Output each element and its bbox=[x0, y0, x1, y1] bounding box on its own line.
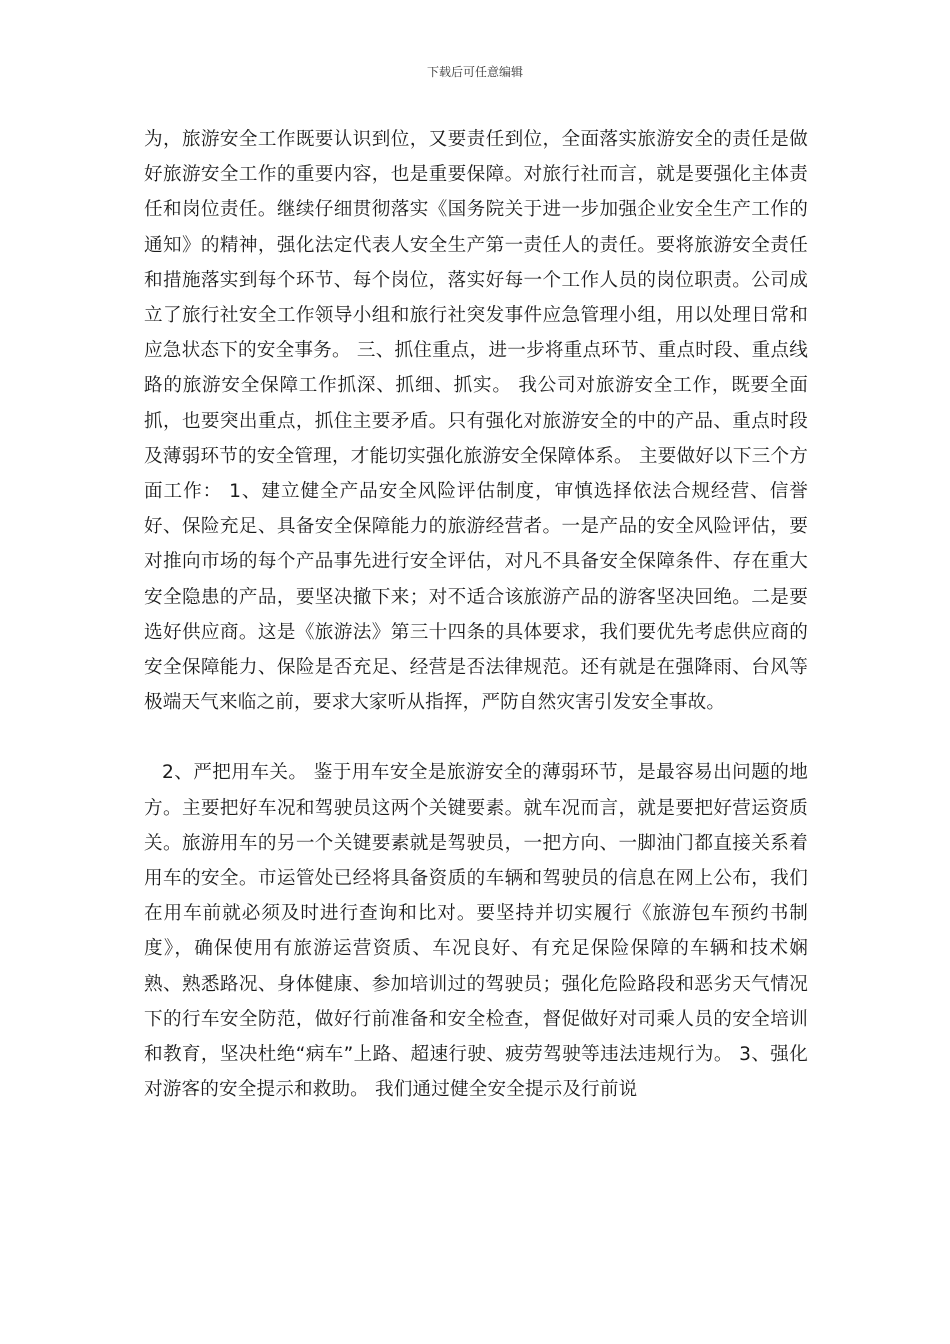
paragraph-1: 为，旅游安全工作既要认识到位，又要责任到位，全面落实旅游安全的责任是做好旅游安全工作的重要内容，也是重要保障。对旅行社而言，就是要强化主体责任和岗位责任。继续仔细贯彻落实《国务院关于进一步加强企业安全生产工作的通知》的精神，强化法定代表人安全生产第一责任人的责任。要将旅游安全责任和措施落实到每个环节、每个岗位，落实好每一个工作人员的岗位职责。公司成立了旅行社安全工作领导小组和旅行社突发事件应急管理小组，用以处理日常和应急状态下的安全事务。 三、抓住重点，进一步将重点环节、重点时段、重点线路的旅游安全保障工作抓深、抓细、抓实。 我公司对旅游安全工作，既要全面抓，也要突出重点，抓住主要矛盾。只有强化对旅游安全的中的产品、重点时段及薄弱环节的安全管理，才能切实强化旅游安全保障体系。 主要做好以下三个方面工作： 1、建立健全产品安全风险评估制度，审慎选择依法合规经营、信誉好、保险充足、具备安全保障能力的旅游经营者。一是产品的安全风险评估，要对推向市场的每个产品事先进行安全评估，对凡不具备安全保障条件、存在重大安全隐患的产品，要坚决撤下来；对不适合该旅游产品的游客坚决回绝。二是要选好供应商。这是《旅游法》第三十四条的具体要求，我们要优先考虑供应商的安全保障能力、保险是否充足、经营是否法律规范。还有就是在强降雨、台风等极端天气来临之前，要求大家听从指挥，严防自然灾害引发安全事故。 bbox=[144, 129, 808, 714]
page-header: 下载后可任意编辑 bbox=[426, 65, 523, 79]
document-body bbox=[144, 122, 808, 1107]
paragraph-spacer bbox=[144, 720, 808, 755]
paragraph-2: 2、严把用车关。 鉴于用车安全是旅游安全的薄弱环节，是最容易出问题的地方。主要把好车况和驾驶员这两个关键要素。就车况而言，就是要把好营运资质关。旅游用车的另一个关键要素就是驾驶员，一把方向、一脚油门都直接关系着用车的安全。市运管处已经将具备资质的车辆和驾驶员的信息在网上公布，我们在用车前就必须及时进行查询和比对。要坚持并切实履行《旅游包车预约书制度》，确保使用有旅游运营资质、车况良好、有充足保险保障的车辆和技术娴熟、熟悉路况、身体健康、参加培训过的驾驶员；强化危险路段和恶劣天气情况下的行车安全防范，做好行前准备和安全检查，督促做好对司乘人员的安全培训和教育，坚决杜绝“病车”上路、超速行驶、疲劳驾驶等违法违规行为。 3、强化对游客的安全提示和救助。 我们通过健全安全提示及行前说 bbox=[144, 762, 808, 1101]
